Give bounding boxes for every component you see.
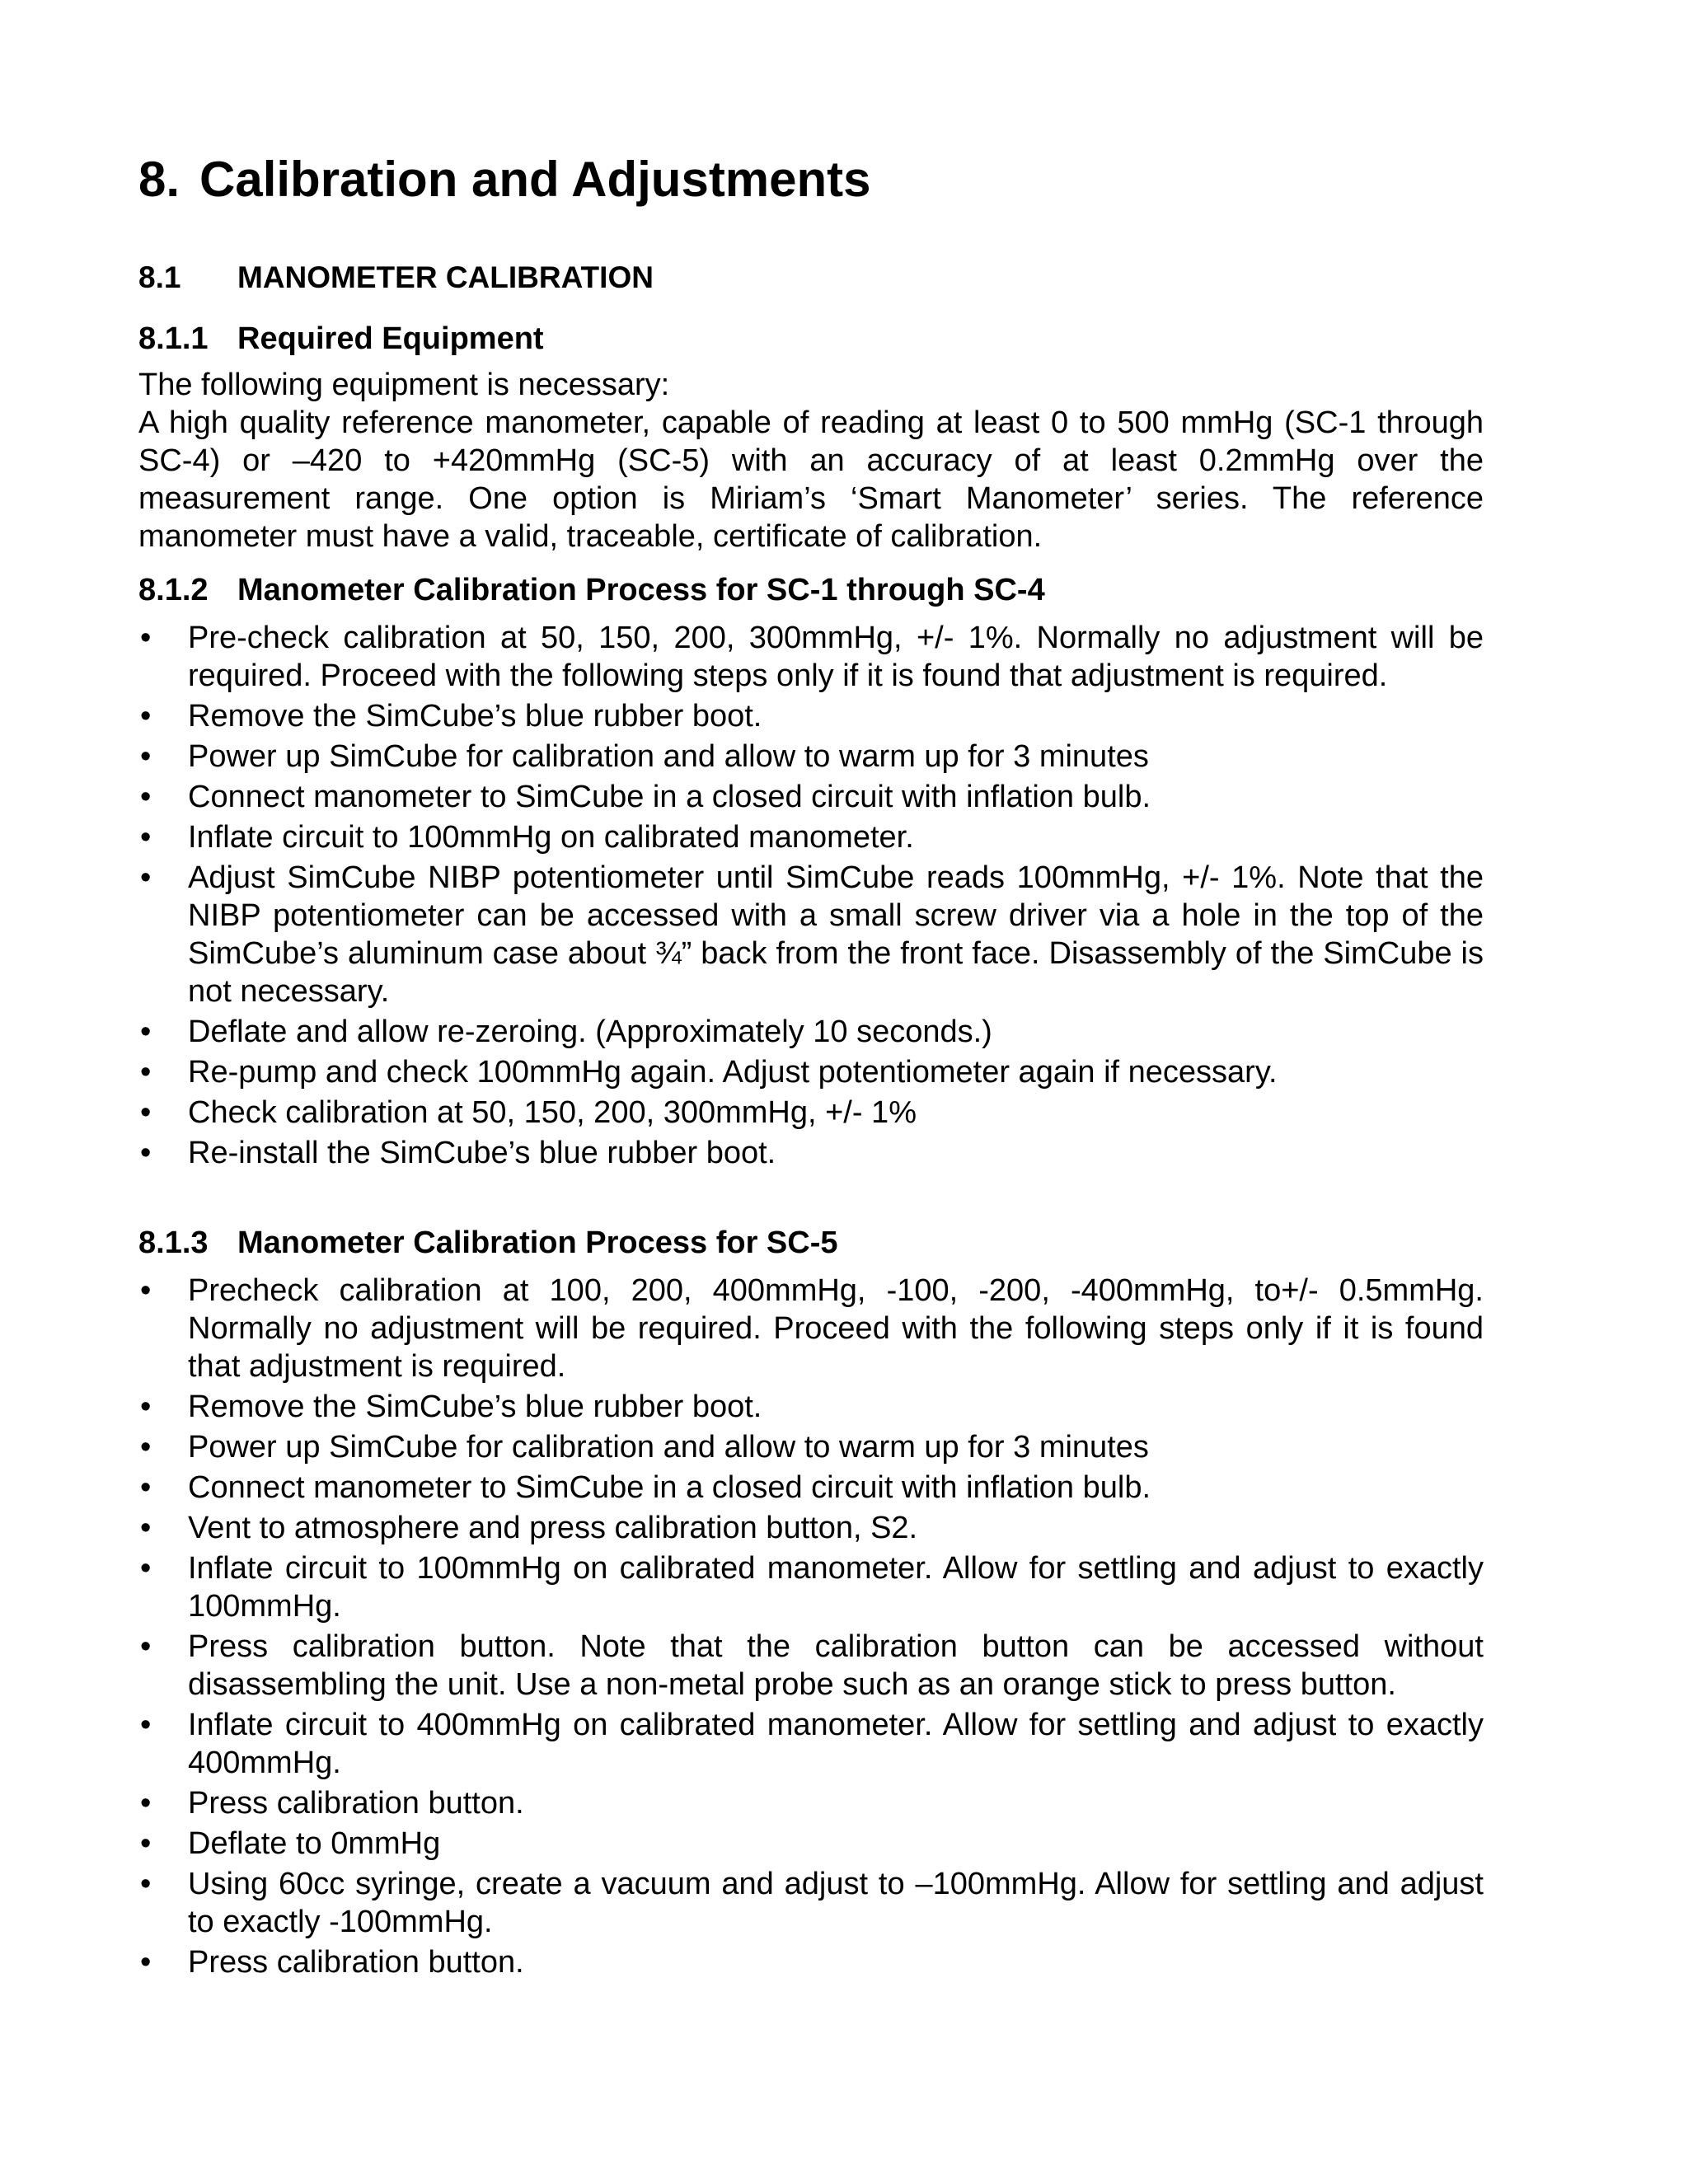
step-text: Inflate circuit to 100mmHg on calibrated manometer. Allow for settling and adjust to exactly 100mmHg. bbox=[188, 1551, 1484, 1624]
list-item bbox=[138, 1469, 1484, 1507]
section-title: MANOMETER CALIBRATION bbox=[237, 260, 654, 294]
bullet-icon: • bbox=[140, 860, 152, 895]
subsection-number: 8.1.1 bbox=[138, 321, 209, 356]
step-text: Press calibration button. bbox=[188, 1786, 524, 1821]
bullet-icon: • bbox=[140, 780, 152, 814]
step-text: Deflate to 0mmHg bbox=[188, 1826, 441, 1861]
step-text: Remove the SimCube’s blue rubber boot. bbox=[188, 699, 762, 733]
step-text: Inflate circuit to 400mmHg on calibrated manometer. Allow for settling and adjust to exactly 400mmHg. bbox=[188, 1708, 1484, 1780]
bullet-icon: • bbox=[140, 1867, 152, 1901]
list-item bbox=[138, 1013, 1484, 1051]
step-text: Re-install the SimCube’s blue rubber boot. bbox=[188, 1136, 776, 1170]
subsection-heading-sc5 bbox=[138, 1227, 838, 1258]
list-item bbox=[138, 1094, 1484, 1132]
bullet-icon: • bbox=[140, 1629, 152, 1664]
step-text: Pre-check calibration at 50, 150, 200, 300mmHg, +/- 1%. Normally no adjustment will be required. Proceed with the following steps only if it is found that adjustment is required. bbox=[188, 621, 1484, 693]
equipment-intro: The following equipment is necessary: bbox=[138, 368, 670, 402]
bullet-icon: • bbox=[140, 1551, 152, 1586]
step-text: Check calibration at 50, 150, 200, 300mmHg, +/- 1% bbox=[188, 1095, 917, 1130]
step-text: Connect manometer to SimCube in a closed circuit with inflation bulb. bbox=[188, 780, 1151, 814]
bullet-icon: • bbox=[140, 1826, 152, 1861]
chapter-heading bbox=[138, 152, 871, 207]
sc1-sc4-steps-list bbox=[138, 619, 1484, 1174]
chapter-number: 8. bbox=[138, 152, 181, 207]
subsection-number: 8.1.2 bbox=[138, 573, 209, 607]
list-item bbox=[138, 1943, 1484, 1981]
list-item bbox=[138, 619, 1484, 695]
list-item bbox=[138, 1272, 1484, 1385]
step-text: Press calibration button. bbox=[188, 1945, 524, 1980]
bullet-icon: • bbox=[140, 820, 152, 855]
step-text: Re-pump and check 100mmHg again. Adjust potentiometer again if necessary. bbox=[188, 1055, 1278, 1090]
list-item bbox=[138, 1428, 1484, 1466]
bullet-icon: • bbox=[140, 1470, 152, 1505]
list-item bbox=[138, 1549, 1484, 1625]
step-text: Remove the SimCube’s blue rubber boot. bbox=[188, 1390, 762, 1424]
bullet-icon: • bbox=[140, 699, 152, 733]
step-text: Power up SimCube for calibration and allow to warm up for 3 minutes bbox=[188, 1430, 1149, 1465]
bullet-icon: • bbox=[140, 1511, 152, 1545]
list-item bbox=[138, 1134, 1484, 1172]
bullet-icon: • bbox=[140, 1945, 152, 1980]
subsection-heading-sc1-sc4 bbox=[138, 574, 1045, 606]
bullet-icon: • bbox=[140, 1708, 152, 1742]
list-item bbox=[138, 1628, 1484, 1704]
step-text: Connect manometer to SimCube in a closed circuit with inflation bulb. bbox=[188, 1470, 1151, 1505]
bullet-icon: • bbox=[140, 1015, 152, 1049]
bullet-icon: • bbox=[140, 1055, 152, 1090]
bullet-icon: • bbox=[140, 1786, 152, 1821]
list-item bbox=[138, 1784, 1484, 1822]
bullet-icon: • bbox=[140, 1095, 152, 1130]
bullet-icon: • bbox=[140, 1430, 152, 1465]
list-item bbox=[138, 738, 1484, 776]
bullet-icon: • bbox=[140, 1273, 152, 1308]
step-text: Press calibration button. Note that the calibration button can be accessed without disassembling the unit. Use a non-metal probe such as an orange stick to press button. bbox=[188, 1629, 1484, 1702]
step-text: Precheck calibration at 100, 200, 400mmHg, -100, -200, -400mmHg, to+/- 0.5mmHg. Normally no adjustment will be required. Proceed with the following steps only if it is found that adjustment is required. bbox=[188, 1273, 1484, 1384]
subsection-title: Manometer Calibration Process for SC-5 bbox=[237, 1226, 838, 1260]
list-item bbox=[138, 818, 1484, 856]
chapter-title: Calibration and Adjustments bbox=[199, 152, 871, 207]
subsection-title: Manometer Calibration Process for SC-1 through SC-4 bbox=[237, 573, 1045, 607]
sc5-steps-list bbox=[138, 1272, 1484, 1984]
list-item bbox=[138, 859, 1484, 1010]
step-text: Inflate circuit to 100mmHg on calibrated manometer. bbox=[188, 820, 914, 855]
list-item bbox=[138, 1825, 1484, 1863]
section-heading bbox=[138, 262, 654, 293]
list-item bbox=[138, 1388, 1484, 1426]
step-text: Vent to atmosphere and press calibration button, S2. bbox=[188, 1511, 918, 1545]
list-item bbox=[138, 1706, 1484, 1782]
bullet-icon: • bbox=[140, 739, 152, 774]
list-item bbox=[138, 778, 1484, 816]
subsection-title: Required Equipment bbox=[237, 321, 544, 356]
list-item bbox=[138, 1053, 1484, 1091]
subsection-number: 8.1.3 bbox=[138, 1226, 209, 1260]
bullet-icon: • bbox=[140, 1390, 152, 1424]
step-text: Power up SimCube for calibration and allow to warm up for 3 minutes bbox=[188, 739, 1149, 774]
step-text: Adjust SimCube NIBP potentiometer until SimCube reads 100mmHg, +/- 1%. Note that the NIBP potentiometer can be accessed with a small screw driver via a hole in the top of the SimCube’s aluminum case about ¾” back from the front face. Disassembly of the SimCube is not necessary. bbox=[188, 860, 1484, 1009]
section-number: 8.1 bbox=[138, 260, 181, 294]
equipment-description: A high quality reference manometer, capable of reading at least 0 to 500 mmHg (SC-1 through SC-4) or –420 to +420mmHg (SC-5) with an accuracy of at least 0.2mmHg over the measurement range. One option is Miriam’s ‘Smart Manometer’ series. The reference manometer must have a valid, traceable, certificate of calibration. bbox=[138, 405, 1484, 554]
list-item bbox=[138, 1509, 1484, 1547]
step-text: Using 60cc syringe, create a vacuum and adjust to –100mmHg. Allow for settling and adjust to exactly -100mmHg. bbox=[188, 1867, 1484, 1939]
subsection-heading-required-equipment bbox=[138, 323, 544, 354]
bullet-icon: • bbox=[140, 1136, 152, 1170]
list-item bbox=[138, 1865, 1484, 1941]
step-text: Deflate and allow re-zeroing. (Approximately 10 seconds.) bbox=[188, 1015, 992, 1049]
list-item bbox=[138, 697, 1484, 735]
bullet-icon: • bbox=[140, 621, 152, 655]
